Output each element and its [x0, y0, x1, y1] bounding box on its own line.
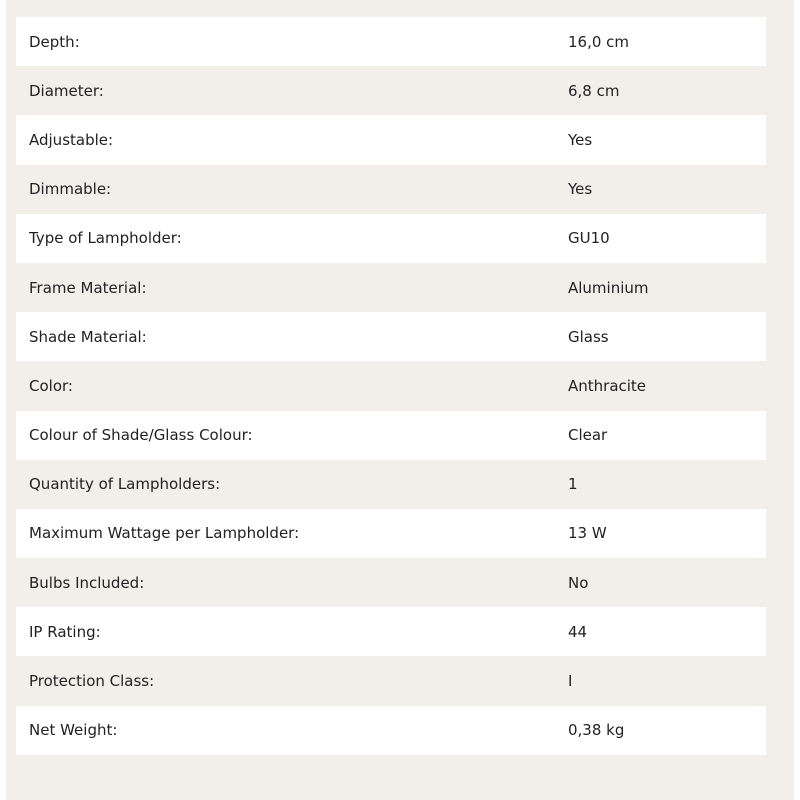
spec-value: Aluminium	[568, 278, 649, 297]
spec-label: Quantity of Lampholders:	[29, 475, 221, 494]
spec-row-shade-material	[16, 312, 766, 361]
spec-row-net-weight	[16, 706, 766, 755]
spec-label: Diameter:	[29, 81, 104, 100]
spec-row-lampholder-quantity	[16, 460, 766, 509]
spec-value: 13 W	[568, 524, 607, 543]
specifications-panel	[6, 0, 794, 800]
spec-label: Bulbs Included:	[29, 573, 145, 592]
spec-value: I	[568, 672, 573, 691]
spec-value: 44	[568, 622, 588, 641]
spec-value: 0,38 kg	[568, 721, 625, 740]
spec-label: Shade Material:	[29, 327, 147, 346]
spec-row-adjustable	[16, 115, 766, 164]
spec-label: Depth:	[29, 32, 80, 51]
spec-row-frame-material	[16, 263, 766, 312]
spec-value: Yes	[568, 180, 593, 199]
spec-label: Adjustable:	[29, 130, 114, 149]
spec-value: Anthracite	[568, 376, 647, 395]
spec-row-ip-rating	[16, 607, 766, 656]
spec-label: Maximum Wattage per Lampholder:	[29, 524, 300, 543]
spec-row-lampholder-type	[16, 214, 766, 263]
specifications-table	[16, 17, 766, 755]
spec-row-max-wattage	[16, 509, 766, 558]
spec-label: IP Rating:	[29, 622, 101, 641]
spec-value: Glass	[568, 327, 609, 346]
spec-row-shade-colour	[16, 411, 766, 460]
spec-value: No	[568, 573, 589, 592]
spec-label: Color:	[29, 376, 73, 395]
spec-value: 6,8 cm	[568, 81, 620, 100]
spec-label: Colour of Shade/Glass Colour:	[29, 426, 253, 445]
spec-label: Type of Lampholder:	[29, 229, 182, 248]
spec-label: Net Weight:	[29, 721, 118, 740]
spec-value: Clear	[568, 426, 608, 445]
spec-row-dimmable	[16, 165, 766, 214]
spec-row-depth	[16, 17, 766, 66]
spec-value: GU10	[568, 229, 610, 248]
spec-row-color	[16, 361, 766, 410]
spec-value: Yes	[568, 130, 593, 149]
spec-label: Frame Material:	[29, 278, 147, 297]
spec-row-bulbs-included	[16, 558, 766, 607]
spec-value: 16,0 cm	[568, 32, 630, 51]
spec-value: 1	[568, 475, 578, 494]
spec-label: Dimmable:	[29, 180, 112, 199]
spec-label: Protection Class:	[29, 672, 155, 691]
spec-row-protection-class	[16, 656, 766, 705]
spec-row-diameter	[16, 66, 766, 115]
